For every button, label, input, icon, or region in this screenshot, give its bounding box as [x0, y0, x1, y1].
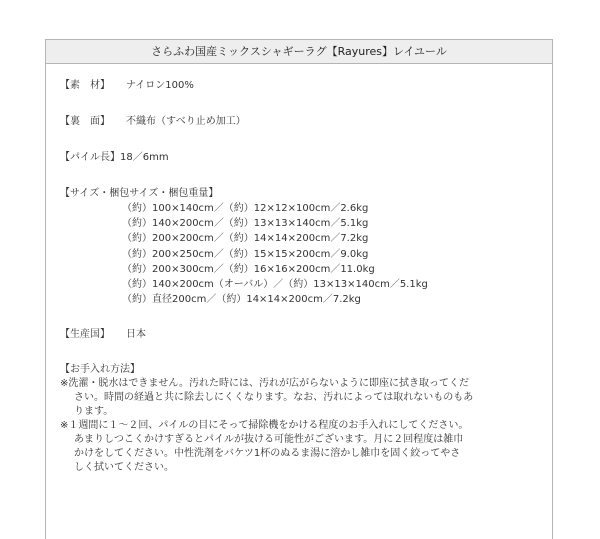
note-line: しく拭いてください。: [74, 462, 174, 474]
spec-body: [46, 64, 552, 475]
material-label: 【素 材】: [60, 80, 110, 91]
note-line: ※洗濯・脱水はできません。汚れた時には、汚れが広がらないように即座に拭き取ってくだ: [60, 378, 469, 390]
spec-table: [45, 39, 553, 539]
backing-row: [60, 115, 552, 129]
sizes-list: [122, 201, 552, 307]
size-item: （約）200×200cm／（約）14×14×200cm／7.2kg: [122, 233, 369, 245]
size-item: （約）200×250cm／（約）15×15×200cm／9.0kg: [122, 248, 369, 260]
note-line: ※１週間に１～２回、パイルの目にそって掃除機をかける程度のお手入れにしてください。: [60, 420, 469, 432]
note-line: さい。時間の経過と共に除去しにくくなります。なお、汚れによっては取れないものもあ: [74, 392, 474, 404]
size-item: （約）100×140cm／（約）12×12×100cm／2.6kg: [122, 203, 369, 214]
care-note-2: [60, 419, 552, 475]
pile-value: 18／6mm: [120, 152, 169, 163]
origin-label: 【生産国】: [60, 329, 110, 341]
product-title: さらふわ国産ミックスシャギーラグ【Rayures】レイユール: [46, 40, 552, 64]
note-line: かけをしてください。中性洗剤をバケツ1杯のぬるま湯に溶かし雑巾を固く絞ってやさ: [74, 448, 461, 460]
note-line: ります。: [74, 406, 114, 418]
pile-row: [60, 151, 552, 165]
care-note-1: [60, 377, 552, 419]
size-item: （約）直径200cm／（約）14×14×200cm／7.2kg: [122, 294, 361, 306]
backing-label: 【裏 面】: [60, 116, 110, 127]
origin-value: 日本: [126, 329, 146, 341]
pile-label: 【パイル長】: [60, 152, 120, 163]
size-item: （約）140×200cm（オーバル）／（約）13×13×140cm／5.1kg: [122, 279, 428, 291]
care-label: 【お手入れ方法】: [60, 364, 140, 376]
material-value: ナイロン100%: [126, 80, 194, 91]
sizes-label: 【サイズ・梱包サイズ・梱包重量】: [60, 188, 219, 199]
backing-value: 不織布（すべり止め加工）: [126, 116, 246, 127]
size-item: （約）200×300cm／（約）16×16×200cm／11.0kg: [122, 263, 375, 275]
material-row: [60, 79, 552, 93]
size-item: （約）140×200cm／（約）13×13×140cm／5.1kg: [122, 218, 369, 230]
origin-row: [60, 328, 552, 342]
note-line: あまりしつこくかけすぎるとパイルが抜ける可能性がございます。月に２回程度は雑巾: [74, 434, 464, 446]
